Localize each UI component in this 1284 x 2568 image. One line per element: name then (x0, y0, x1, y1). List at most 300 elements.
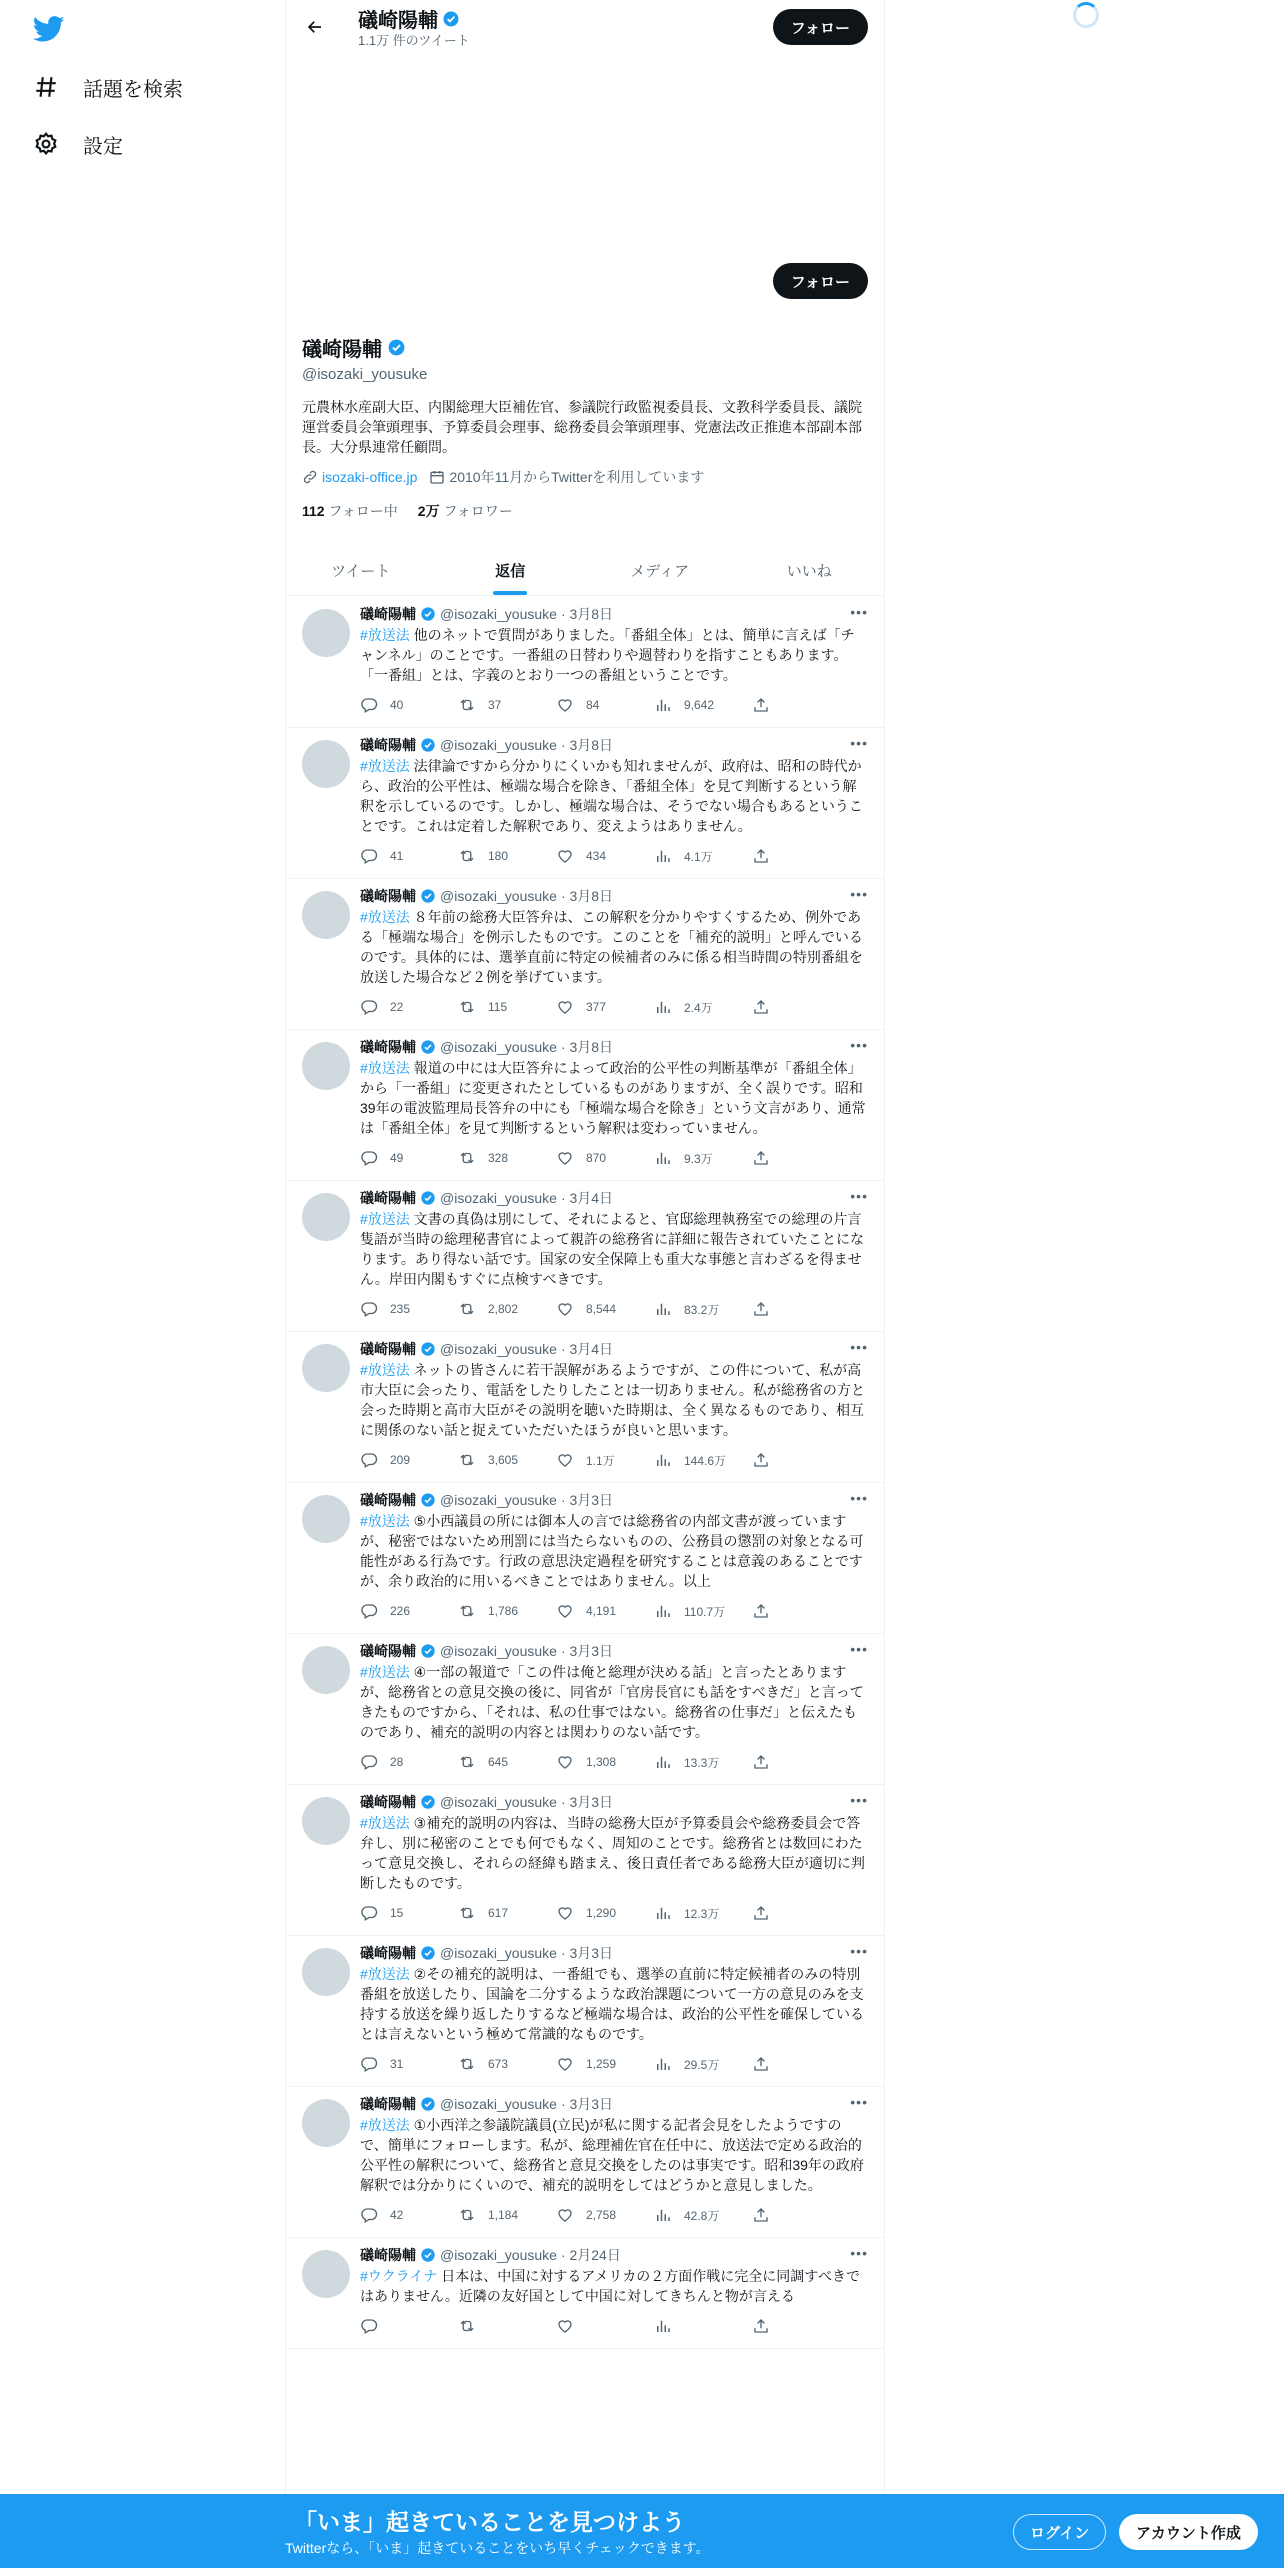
signup-banner (0, 2494, 1284, 2568)
more-options-icon[interactable]: ••• (850, 886, 868, 902)
tweet-actions (360, 1148, 868, 1168)
more-options-icon[interactable]: ••• (850, 1339, 868, 1355)
verified-badge-icon (420, 1341, 436, 1357)
share-icon (752, 2055, 770, 2073)
verified-badge-icon (420, 1643, 436, 1659)
share-button[interactable] (752, 1753, 770, 1771)
reply-button[interactable] (360, 2055, 458, 2073)
avatar[interactable] (302, 2250, 350, 2298)
tweet-actions (360, 695, 868, 715)
reply-button[interactable] (360, 847, 458, 865)
tweet-text (360, 1662, 868, 1742)
avatar[interactable] (302, 1042, 350, 1090)
like-button[interactable] (556, 2317, 654, 2335)
reply-icon (360, 1602, 378, 1620)
retweet-button[interactable] (458, 2055, 556, 2073)
avatar[interactable] (302, 1344, 350, 1392)
tweet-text (360, 1813, 868, 1893)
heart-icon (556, 2317, 574, 2335)
reply-button[interactable] (360, 1451, 458, 1469)
views-icon (654, 696, 672, 714)
tweet-header (360, 604, 868, 624)
tweet-header (360, 2245, 868, 2265)
like-count: 8,544 (586, 1302, 617, 1316)
reply-icon (360, 2206, 378, 2224)
like-count: 1,259 (586, 2057, 617, 2071)
tweet-text (360, 1964, 868, 2044)
tweet-header (360, 1943, 868, 1963)
retweet-button[interactable] (458, 2206, 556, 2224)
tab-media[interactable]: メディア (630, 563, 690, 580)
loading-spinner-icon (1073, 2, 1099, 28)
retweet-icon (458, 1753, 476, 1771)
avatar[interactable] (302, 1797, 350, 1845)
reply-button[interactable] (360, 1753, 458, 1771)
like-button[interactable] (556, 998, 654, 1016)
nav-settings[interactable] (33, 119, 123, 169)
view-count: 144.6万 (684, 1453, 727, 1468)
views-icon (654, 2206, 672, 2224)
retweet-count: 673 (488, 2057, 509, 2071)
reply-count: 49 (390, 1151, 404, 1165)
tweet-author-name[interactable]: 礒崎陽輔 (360, 1945, 416, 1961)
retweet-button[interactable] (458, 696, 556, 714)
hashtag-link[interactable]: #放送法 (360, 1664, 410, 1680)
tweet-author-name[interactable]: 礒崎陽輔 (360, 1794, 416, 1810)
avatar[interactable] (302, 1495, 350, 1543)
views-button[interactable] (654, 1300, 752, 1318)
hashtag-link[interactable]: #放送法 (360, 1211, 410, 1227)
followers-count: 2万 (417, 503, 440, 519)
tweet-author-name[interactable]: 礒崎陽輔 (360, 606, 416, 622)
retweet-button[interactable] (458, 1904, 556, 1922)
reply-icon (360, 696, 378, 714)
views-button[interactable] (654, 2055, 752, 2073)
avatar[interactable] (302, 1193, 350, 1241)
twitter-logo-icon[interactable] (33, 13, 65, 45)
tweet[interactable] (286, 728, 884, 879)
signup-banner-title: 「いま」起きていることを見つけよう (294, 2509, 685, 2535)
reply-icon (360, 1451, 378, 1469)
views-icon (654, 1300, 672, 1318)
retweet-icon (458, 2055, 476, 2073)
views-button[interactable] (654, 1904, 752, 1922)
share-button[interactable] (752, 2317, 770, 2335)
more-options-icon[interactable]: ••• (850, 735, 868, 751)
avatar[interactable] (302, 609, 350, 657)
reply-button[interactable] (360, 1149, 458, 1167)
tweet-body: ②その補充的説明は、一番組でも、選挙の直前に特定候補者のみの特別番組を放送したり、国論を二分するような政治課題について一方の意見のみを支持する放送を繰り返したりするなど極端な場合は、政治的公平性を確保しているとは言えないという極めて常識的なものです。 (360, 1966, 864, 2042)
view-count: 110.7万 (684, 1604, 726, 1619)
tweet-author-handle[interactable]: @isozaki_yousuke (440, 1794, 557, 1810)
tweet-text (360, 2266, 868, 2306)
reply-count: 28 (390, 1755, 404, 1769)
nav-explore[interactable] (33, 62, 183, 112)
retweet-count: 180 (488, 849, 509, 863)
reply-button[interactable] (360, 1300, 458, 1318)
tweet-date[interactable]: · 2月24日 (560, 2247, 621, 2263)
like-count: 4,191 (586, 1604, 617, 1618)
share-icon (752, 696, 770, 714)
retweet-icon (458, 696, 476, 714)
views-button[interactable] (654, 1753, 752, 1771)
share-button[interactable] (752, 998, 770, 1016)
tweet-author-name[interactable]: 礒崎陽輔 (360, 1039, 416, 1055)
like-count: 870 (586, 1151, 607, 1165)
share-icon (752, 998, 770, 1016)
tweet-author-handle[interactable]: @isozaki_yousuke (440, 1341, 557, 1357)
tweet-feed (286, 597, 884, 2349)
tweet[interactable] (286, 1634, 884, 1785)
share-button[interactable] (752, 1602, 770, 1620)
reply-count: 41 (390, 849, 404, 863)
verified-badge-icon (420, 1492, 436, 1508)
retweet-count: 2,802 (488, 1302, 519, 1316)
like-count: 1,290 (586, 1906, 617, 1920)
tweet-header (360, 1037, 868, 1057)
verified-badge-icon (420, 1190, 436, 1206)
tweet-actions (360, 1903, 868, 1923)
tweet-author-handle[interactable]: @isozaki_yousuke (440, 1492, 557, 1508)
tweet-body: ④一部の報道で「この件は俺と総理が決める話」と言ったとありますが、総務省との意見交換の後に、同省が「官房長官にも話をすべきだ」と言ってきたものですから、「それは、私の仕事ではない。総務省の仕事だ」と伝えたものであり、補充的説明の内容とは関わりのない話です。 (360, 1664, 864, 1740)
view-count: 42.8万 (684, 2208, 720, 2223)
hashtag-link[interactable]: #放送法 (360, 758, 410, 774)
profile-bio: 元農林水産副大臣、内閣総理大臣補佐官、参議院行政監視委員長、文教科学委員長、議院運営委員会筆頭理事、予算委員会理事、総務委員会筆頭理事、党憲法改正推進本部副本部長。大分県連常任顧問。 (302, 399, 862, 455)
tweet[interactable] (286, 879, 884, 1030)
share-button[interactable] (752, 1904, 770, 1922)
more-options-icon[interactable]: ••• (850, 1037, 868, 1053)
reply-count: 31 (390, 2057, 404, 2071)
tweet-author-handle[interactable]: @isozaki_yousuke (440, 2247, 557, 2263)
tweet-author-handle[interactable]: @isozaki_yousuke (440, 1190, 557, 1206)
login-button[interactable]: ログイン (1013, 2514, 1106, 2550)
tweet-actions (360, 1450, 868, 1470)
tweet-date[interactable]: · 3月4日 (560, 1190, 614, 1206)
tweet-body: 文書の真偽は別にして、それによると、官邸総理執務室での総理の片言隻語が当時の総理秘書官によって親許の総務省に詳細に報告されていたことになります。あり得ない話です。国家の安全保障上も重大な事態と言わざるを得ません。岸田内閣もすぐに点検すべきです。 (360, 1211, 864, 1287)
view-count: 12.3万 (684, 1906, 720, 1921)
retweet-button[interactable] (458, 998, 556, 1016)
following-label: フォロー中 (328, 503, 398, 519)
like-count: 1,308 (586, 1755, 617, 1769)
back-button[interactable] (300, 12, 330, 42)
retweet-button[interactable] (458, 1753, 556, 1771)
back-arrow-icon (306, 18, 324, 36)
profile-handle: @isozaki_yousuke (302, 366, 428, 383)
tweet-date[interactable]: · 3月3日 (560, 2096, 614, 2112)
share-icon (752, 1300, 770, 1318)
tweet-date[interactable]: · 3月8日 (560, 1039, 614, 1055)
views-button[interactable] (654, 696, 752, 714)
like-button[interactable] (556, 1904, 654, 1922)
reply-icon (360, 2317, 378, 2335)
profile-name-text: 礒崎陽輔 (302, 339, 382, 361)
views-button[interactable] (654, 2206, 752, 2224)
verified-badge-icon (420, 1039, 436, 1055)
followers-label: フォロワー (443, 503, 513, 519)
tweet-author-handle[interactable]: @isozaki_yousuke (440, 1643, 557, 1659)
tweet[interactable] (286, 1785, 884, 1936)
like-button[interactable] (556, 696, 654, 714)
tweet-date[interactable]: · 3月3日 (560, 1492, 614, 1508)
retweet-count: 1,184 (488, 2208, 519, 2222)
like-button[interactable] (556, 1300, 654, 1318)
tweet-header (360, 886, 868, 906)
tweet-text (360, 2115, 868, 2195)
tweet-actions (360, 997, 868, 1017)
reply-button[interactable] (360, 696, 458, 714)
tweet-author-name[interactable]: 礒崎陽輔 (360, 2096, 416, 2112)
share-button[interactable] (752, 1300, 770, 1318)
tweet-date[interactable]: · 3月3日 (560, 1945, 614, 1961)
like-button[interactable] (556, 847, 654, 865)
hashtag-link[interactable]: #放送法 (360, 1060, 410, 1076)
like-button[interactable] (556, 1149, 654, 1167)
tweet-body: ネットの皆さんに若干誤解があるようですが、この件について、私が高市大臣に会ったり、電話をしたりしたことは一切ありません。私が総務省の方と会った時期と高市大臣がその説明を聴いた時期は、全く異なるものであり、相互に関係のない話と捉えていただいたほうが良いと思います。 (360, 1362, 865, 1438)
avatar[interactable] (302, 891, 350, 939)
heart-icon (556, 2055, 574, 2073)
reply-button[interactable] (360, 2317, 458, 2335)
reply-count: 209 (390, 1453, 411, 1467)
reply-button[interactable] (360, 2206, 458, 2224)
verified-badge-icon (442, 10, 460, 28)
tab-replies[interactable]: 返信 (436, 546, 586, 595)
tweet[interactable] (286, 597, 884, 728)
view-count: 83.2万 (684, 1302, 720, 1317)
retweet-icon (458, 1602, 476, 1620)
hashtag-link[interactable]: #放送法 (360, 1815, 410, 1831)
tweet-actions (360, 1299, 868, 1319)
views-button[interactable] (654, 847, 752, 865)
reply-button[interactable] (360, 1904, 458, 1922)
verified-badge-icon (420, 2247, 436, 2263)
hashtag-link[interactable]: #放送法 (360, 2117, 410, 2133)
heart-icon (556, 1602, 574, 1620)
like-button[interactable] (556, 1602, 654, 1620)
reply-button[interactable] (360, 998, 458, 1016)
share-icon (752, 2206, 770, 2224)
avatar[interactable] (302, 1646, 350, 1694)
followers-link[interactable] (418, 501, 513, 521)
nav-explore-label: 話題を検索 (83, 78, 183, 101)
retweet-button[interactable] (458, 1602, 556, 1620)
header-tweet-count: 1.1万 件のツイート (358, 33, 470, 48)
retweet-button[interactable] (458, 1300, 556, 1318)
tweet-body: ⑤小西議員の所には御本人の言では総務省の内部文書が渡っていますが、秘密ではないため刑罰には当たらないものの、公務員の懲罰の対象となる可能性がある行為です。行政の意思決定過程を研究することは意義のあることですが、余り政治的に用いるべきことではありません。以上 (360, 1513, 864, 1589)
like-count: 377 (586, 1000, 607, 1014)
verified-badge-icon (420, 2096, 436, 2112)
like-button[interactable] (556, 2055, 654, 2073)
tweet-author-name[interactable]: 礒崎陽輔 (360, 1190, 416, 1206)
share-icon (752, 1753, 770, 1771)
share-button[interactable] (752, 1451, 770, 1469)
tweet-author-handle[interactable]: @isozaki_yousuke (440, 737, 557, 753)
heart-icon (556, 998, 574, 1016)
tweet-author-name[interactable]: 礒崎陽輔 (360, 2247, 416, 2263)
header-follow-button[interactable]: フォロー (773, 9, 868, 45)
like-count: 2,758 (586, 2208, 617, 2222)
tweet-date[interactable]: · 3月4日 (560, 1341, 614, 1357)
verified-badge-icon (420, 888, 436, 904)
tweet[interactable] (286, 2238, 884, 2349)
more-options-icon[interactable]: ••• (850, 1188, 868, 1204)
tweet-body: 報道の中には大臣答弁によって政治的公平性の判断基準が「番組全体」から「一番組」に変更されたとしているものがありますが、全く誤りです。昭和39年の電波監理局長答弁の中にも「極端な場合を除き」という文言があり、通常は「番組全体」を見て判断するという解釈は変わっていません。 (360, 1060, 866, 1136)
profile-joined (429, 467, 704, 487)
heart-icon (556, 1753, 574, 1771)
signup-button[interactable]: アカウント作成 (1119, 2514, 1258, 2550)
share-button[interactable] (752, 847, 770, 865)
profile-website-link[interactable]: isozaki-office.jp (322, 469, 418, 485)
tweet-author-name[interactable]: 礒崎陽輔 (360, 888, 416, 904)
tweet-author-handle[interactable]: @isozaki_yousuke (440, 1945, 557, 1961)
views-button[interactable] (654, 1149, 752, 1167)
like-button[interactable] (556, 2206, 654, 2224)
heart-icon (556, 1451, 574, 1469)
following-link[interactable] (302, 501, 398, 521)
share-button[interactable] (752, 2055, 770, 2073)
avatar[interactable] (302, 1948, 350, 1996)
like-button[interactable] (556, 1451, 654, 1469)
heart-icon (556, 847, 574, 865)
retweet-button[interactable] (458, 2317, 556, 2335)
verified-badge-icon (420, 606, 436, 622)
tab-tweets[interactable]: ツイート (331, 563, 391, 580)
link-icon (302, 469, 318, 485)
reply-count: 15 (390, 1906, 404, 1920)
tweet-author-name[interactable]: 礒崎陽輔 (360, 1492, 416, 1508)
heart-icon (556, 1300, 574, 1318)
tweet-actions (360, 2316, 868, 2336)
tweet-author-name[interactable]: 礒崎陽輔 (360, 1341, 416, 1357)
hashtag-link[interactable]: #ウクライナ (360, 2268, 438, 2284)
heart-icon (556, 1149, 574, 1167)
tweet-text (360, 625, 868, 685)
more-options-icon[interactable]: ••• (850, 1641, 868, 1657)
more-options-icon[interactable]: ••• (850, 2245, 868, 2261)
profile-follow-stats (302, 501, 872, 521)
hashtag-link[interactable]: #放送法 (360, 627, 410, 643)
like-count: 434 (586, 849, 607, 863)
views-icon (654, 1149, 672, 1167)
hashtag-icon (33, 74, 59, 100)
views-button[interactable] (654, 1602, 752, 1620)
avatar[interactable] (302, 740, 350, 788)
tweet-actions (360, 2205, 868, 2225)
reply-button[interactable] (360, 1602, 458, 1620)
heart-icon (556, 1904, 574, 1922)
tweet[interactable] (286, 2087, 884, 2238)
tweet[interactable] (286, 1181, 884, 1332)
more-options-icon[interactable]: ••• (850, 1792, 868, 1808)
profile-website[interactable] (302, 469, 417, 485)
like-count: 84 (586, 698, 600, 712)
profile-name (302, 333, 872, 362)
tweet-date[interactable]: · 3月3日 (560, 1794, 614, 1810)
tweet-header (360, 2094, 868, 2114)
share-button[interactable] (752, 696, 770, 714)
tweet[interactable] (286, 1483, 884, 1634)
verified-badge-icon (420, 737, 436, 753)
tweet[interactable] (286, 1936, 884, 2087)
tweet-date[interactable]: · 3月8日 (560, 737, 614, 753)
share-icon (752, 1149, 770, 1167)
share-button[interactable] (752, 1149, 770, 1167)
tweet-text (360, 1209, 868, 1289)
share-button[interactable] (752, 2206, 770, 2224)
views-button[interactable] (654, 1451, 752, 1469)
share-icon (752, 2317, 770, 2335)
tweet-date[interactable]: · 3月3日 (560, 1643, 614, 1659)
more-options-icon[interactable]: ••• (850, 1943, 868, 1959)
more-options-icon[interactable]: ••• (850, 604, 868, 620)
tweet-header (360, 1188, 868, 1208)
tweet[interactable] (286, 1332, 884, 1483)
reply-icon (360, 1300, 378, 1318)
reply-icon (360, 1149, 378, 1167)
views-icon (654, 1904, 672, 1922)
verified-badge-icon (387, 338, 406, 357)
tweet-author-handle[interactable]: @isozaki_yousuke (440, 1039, 557, 1055)
profile-meta (302, 467, 872, 487)
tweet-header (360, 1490, 868, 1510)
profile-info (302, 333, 872, 521)
like-count: 1.1万 (586, 1453, 615, 1468)
views-icon (654, 998, 672, 1016)
views-button[interactable] (654, 998, 752, 1016)
tweet-date[interactable]: · 3月8日 (560, 888, 614, 904)
views-icon (654, 1602, 672, 1620)
retweet-button[interactable] (458, 1451, 556, 1469)
tweet-author-name[interactable]: 礒崎陽輔 (360, 737, 416, 753)
avatar[interactable] (302, 2099, 350, 2147)
views-icon (654, 2317, 672, 2335)
retweet-count: 115 (488, 1000, 508, 1014)
tweet-text (360, 1360, 868, 1440)
hashtag-link[interactable]: #放送法 (360, 1513, 410, 1529)
tweet-author-handle[interactable]: @isozaki_yousuke (440, 888, 557, 904)
hashtag-link[interactable]: #放送法 (360, 1362, 410, 1378)
profile-column (285, 0, 885, 2568)
tweet-author-handle[interactable]: @isozaki_yousuke (440, 606, 557, 622)
tweet-text (360, 907, 868, 987)
views-button[interactable] (654, 2317, 752, 2335)
retweet-button[interactable] (458, 847, 556, 865)
profile-banner (286, 54, 884, 254)
tweet-body: ①小西洋之参議院議員(立民)が私に関する記者会見をしたようですので、簡単にフォローします。私が、総理補佐官在任中に、放送法で定める政治的公平性の解釈について、総務省と意見交換をしたのは事実です。昭和39年の政府解釈では分かりにくいので、補充的説明をしてはどうかと意見しました。 (360, 2117, 864, 2193)
calendar-icon (429, 469, 445, 485)
tweet-header (360, 1792, 868, 1812)
tweet[interactable] (286, 1030, 884, 1181)
like-button[interactable] (556, 1753, 654, 1771)
profile-follow-button[interactable]: フォロー (773, 263, 868, 299)
signup-banner-subtitle: Twitterなら、「いま」起きていることをいち早くチェックできます。 (285, 2540, 710, 2556)
hashtag-link[interactable]: #放送法 (360, 909, 410, 925)
more-options-icon[interactable]: ••• (850, 2094, 868, 2110)
views-icon (654, 1451, 672, 1469)
retweet-icon (458, 998, 476, 1016)
tweet-actions (360, 1601, 868, 1621)
more-options-icon[interactable]: ••• (850, 1490, 868, 1506)
retweet-button[interactable] (458, 1149, 556, 1167)
tab-likes[interactable]: いいね (786, 563, 832, 580)
retweet-count: 1,786 (488, 1604, 519, 1618)
tweet-author-name[interactable]: 礒崎陽輔 (360, 1643, 416, 1659)
profile-joined-text: 2010年11月からTwitterを利用しています (449, 469, 705, 485)
tweet-date[interactable]: · 3月8日 (560, 606, 614, 622)
tweet-author-handle[interactable]: @isozaki_yousuke (440, 2096, 557, 2112)
views-icon (654, 2055, 672, 2073)
hashtag-link[interactable]: #放送法 (360, 1966, 410, 1982)
reply-icon (360, 998, 378, 1016)
